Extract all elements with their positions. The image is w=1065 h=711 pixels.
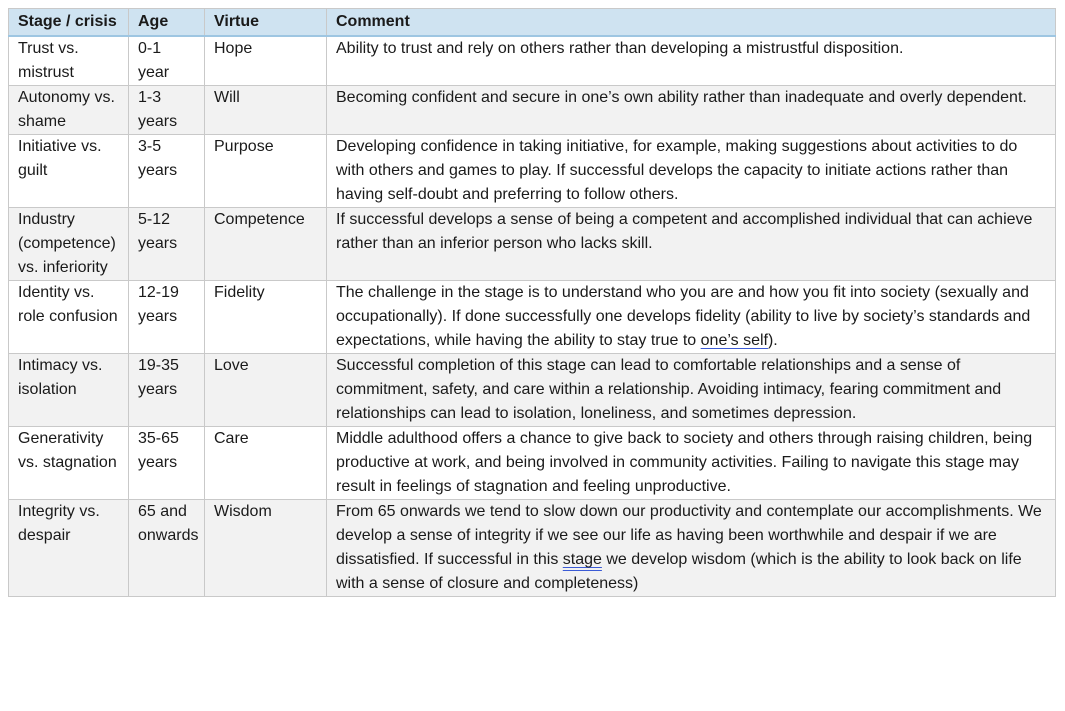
table-header-row	[9, 9, 1056, 37]
cell-comment	[327, 500, 1056, 597]
cell-stage: Initiative vs. guilt	[9, 135, 129, 208]
cell-age: 19-35 years	[129, 354, 205, 427]
table-row	[9, 208, 1056, 281]
cell-stage: Identity vs. role confusion	[9, 281, 129, 354]
cell-comment: Middle adulthood offers a chance to give back to society and others through raising children, being productive at work, and being involved in community activities. Failing to navigate this stage may result in feelings of stagnation and feeling unproductive.	[327, 427, 1056, 500]
cell-virtue: Purpose	[205, 135, 327, 208]
comment-text: we develop wisdom (which is the ability to look back on life with a sense of closure and completeness)	[336, 551, 1022, 592]
cell-comment: Developing confidence in taking initiative, for example, making suggestions about activities to do with others and games to play. If successful develops the capacity to initiate actions rather than having self-doubt and preferring to follow others.	[327, 135, 1056, 208]
cell-stage: Industry (competence) vs. inferiority	[9, 208, 129, 281]
cell-comment: Successful completion of this stage can lead to comfortable relationships and a sense of commitment, safety, and care within a relationship. Avoiding intimacy, fearing commitment and relationships can lead to isolation, loneliness, and sometimes depression.	[327, 354, 1056, 427]
cell-stage: Generativity vs. stagnation	[9, 427, 129, 500]
cell-age: 35-65 years	[129, 427, 205, 500]
cell-comment: Ability to trust and rely on others rather than developing a mistrustful disposition.	[327, 36, 1056, 86]
cell-virtue: Competence	[205, 208, 327, 281]
erikson-stages-table-container	[8, 8, 1056, 597]
table-row	[9, 500, 1056, 597]
header-comment: Comment	[327, 9, 1056, 37]
cell-age: 5-12 years	[129, 208, 205, 281]
table-row	[9, 281, 1056, 354]
comment-text: From 65 onwards we tend to slow down our productivity and contemplate our accomplishments. We develop a sense of integrity if we see our life as having been worthwhile and despair if we are dissatisfied. If successful in this	[336, 503, 1042, 568]
header-stage: Stage / crisis	[9, 9, 129, 37]
comment-text: The challenge in the stage is to understand who you are and how you fit into society (sexually and occupationally). If done successfully one develops fidelity (ability to live by society’s standards and expectations, while having the ability to stay true to	[336, 284, 1031, 349]
table-row	[9, 427, 1056, 500]
cell-comment: Becoming confident and secure in one’s own ability rather than inadequate and overly dependent.	[327, 86, 1056, 135]
cell-virtue: Fidelity	[205, 281, 327, 354]
cell-virtue: Care	[205, 427, 327, 500]
cell-age: 1-3 years	[129, 86, 205, 135]
cell-stage: Integrity vs. despair	[9, 500, 129, 597]
cell-age: 12-19 years	[129, 281, 205, 354]
cell-stage: Autonomy vs. shame	[9, 86, 129, 135]
cell-virtue: Hope	[205, 36, 327, 86]
header-virtue: Virtue	[205, 9, 327, 37]
cell-virtue: Wisdom	[205, 500, 327, 597]
cell-comment: If successful develops a sense of being a competent and accomplished individual that can achieve rather than an inferior person who lacks skill.	[327, 208, 1056, 281]
erikson-stages-table	[8, 8, 1056, 597]
cell-stage: Intimacy vs. isolation	[9, 354, 129, 427]
cell-age: 3-5 years	[129, 135, 205, 208]
underlined-term: one’s self	[700, 332, 768, 349]
comment-text: ).	[767, 332, 778, 349]
cell-comment	[327, 281, 1056, 354]
table-row	[9, 135, 1056, 208]
cell-virtue: Will	[205, 86, 327, 135]
underlined-term: stage	[562, 551, 602, 568]
cell-age: 0-1 year	[129, 36, 205, 86]
cell-virtue: Love	[205, 354, 327, 427]
table-row	[9, 86, 1056, 135]
cell-stage: Trust vs. mistrust	[9, 36, 129, 86]
table-row	[9, 36, 1056, 86]
header-age: Age	[129, 9, 205, 37]
table-row	[9, 354, 1056, 427]
cell-age: 65 and onwards	[129, 500, 205, 597]
